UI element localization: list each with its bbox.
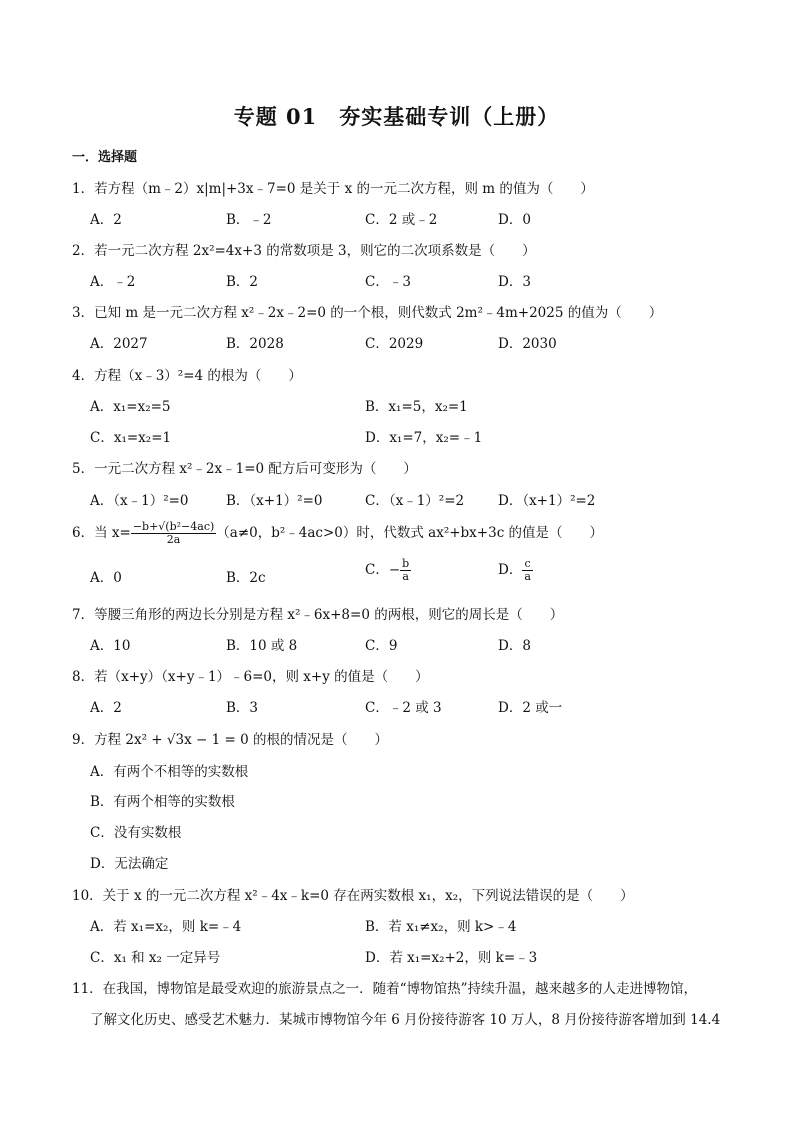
question-5-option-c: C．（x﹣1）²=2: [365, 493, 465, 509]
question-1-option-d: D．0: [498, 212, 531, 228]
question-6-fraction-denominator: 2a: [166, 533, 181, 546]
question-9-stem: 9．方程 2x² + √3x − 1 = 0 的根的情况是（ ）: [72, 732, 388, 748]
question-11-line-2: 了解文化历史、感受艺术魅力．某城市博物馆今年 6 月份接待游客 10 万人，8 月份接待游客增加到 14.4: [90, 1012, 721, 1028]
question-6-option-d-fraction: [522, 558, 533, 583]
question-6-option-c: [365, 558, 411, 583]
question-2-stem: 2．若一元二次方程 2x²=4x+3 的常数项是 3，则它的二次项系数是（ ）: [72, 243, 536, 259]
question-3-option-a: A．2027: [90, 336, 148, 352]
question-6-fraction-numerator: −b+√(b²−4ac): [132, 520, 215, 533]
question-5-option-b: B．（x+1）²=0: [226, 493, 323, 509]
question-6-option-b: B．2c: [226, 570, 266, 586]
question-6-option-d-numerator: c: [522, 558, 533, 571]
question-6-stem-suffix: （a≠0，b²﹣4ac>0）时，代数式 ax²+bx+3c 的值是（ ）: [216, 525, 604, 541]
question-6-option-c-label: C．: [365, 562, 389, 578]
question-10-option-b: B．若 x₁≠x₂，则 k>﹣4: [365, 919, 517, 935]
question-3-option-b: B．2028: [226, 336, 284, 352]
question-3-stem: 3．已知 m 是一元二次方程 x²﹣2x﹣2=0 的一个根，则代数式 2m²﹣4m+2025 的值为（ ）: [72, 305, 663, 321]
question-4-option-c: C．x₁=x₂=1: [90, 430, 172, 446]
question-6-option-d-denominator: a: [524, 570, 531, 583]
question-4-option-d: D．x₁=7，x₂=﹣1: [365, 430, 483, 446]
question-7-option-d: D．8: [498, 638, 531, 654]
question-4-option-a: A．x₁=x₂=5: [90, 399, 171, 415]
question-2-option-c: C．﹣3: [365, 274, 411, 290]
question-5-option-d: D．（x+1）²=2: [498, 493, 596, 509]
question-7-stem: 7．等腰三角形的两边长分别是方程 x²﹣6x+8=0 的两根，则它的周长是（ ）: [72, 607, 564, 623]
question-1-stem: 1．若方程（m﹣2）x|m|+3x﹣7=0 是关于 x 的一元二次方程，则 m 的值为（ ）: [72, 181, 594, 197]
question-1-option-a: A．2: [90, 212, 122, 228]
page-title: 专题 01 夯实基础专训（上册）: [233, 104, 560, 129]
question-1-option-b: B．﹣2: [226, 212, 272, 228]
question-10-stem: 10．关于 x 的一元二次方程 x²﹣4x﹣k=0 存在两实数根 x₁，x₂，下列说法错误的是（ ）: [72, 888, 634, 904]
question-2-option-d: D．3: [498, 274, 531, 290]
question-6-option-c-fraction: [400, 558, 411, 583]
question-1-option-c: C．2 或﹣2: [365, 212, 438, 228]
question-6-fraction: [131, 521, 216, 546]
question-6-option-d-label: D．: [498, 562, 523, 578]
question-6-option-c-numerator: b: [402, 557, 410, 570]
question-7-option-c: C．9: [365, 638, 398, 654]
question-9-option-a: A．有两个不相等的实数根: [90, 764, 249, 780]
question-10-option-c: C．x₁ 和 x₂ 一定异号: [90, 950, 221, 966]
question-6-option-c-denominator: a: [402, 570, 409, 583]
question-2-option-b: B．2: [226, 274, 259, 290]
question-9-option-d: D．无法确定: [90, 856, 169, 872]
question-6-option-c-sign: −: [388, 562, 401, 578]
question-6-stem-prefix: 6．当 x=: [72, 525, 131, 541]
question-8-stem: 8．若（x+y）（x+y﹣1）﹣6=0，则 x+y 的值是（ ）: [72, 669, 429, 685]
question-8-option-b: B．3: [226, 700, 259, 716]
question-5-stem: 5．一元二次方程 x²﹣2x﹣1=0 配方后可变形为（ ）: [72, 461, 417, 477]
question-7-option-a: A．10: [90, 638, 131, 654]
question-8-option-a: A．2: [90, 700, 122, 716]
question-6-option-a: A．0: [90, 570, 122, 586]
question-8-option-c: C．﹣2 或 3: [365, 700, 442, 716]
question-8-option-d: D．2 或一: [498, 700, 563, 716]
question-10-option-a: A．若 x₁=x₂，则 k=﹣4: [90, 919, 242, 935]
question-11-line-1: 11．在我国，博物馆是最受欢迎的旅游景点之一．随着“博物馆热”持续升温，越来越多的人走进博物馆，: [72, 981, 697, 997]
question-5-option-a: A．（x﹣1）²=0: [90, 493, 189, 509]
question-4-option-b: B．x₁=5，x₂=1: [365, 399, 468, 415]
question-3-option-d: D．2030: [498, 336, 557, 352]
question-2-option-a: A．﹣2: [90, 274, 136, 290]
question-3-option-c: C．2029: [365, 336, 424, 352]
question-6-stem: [72, 521, 603, 546]
question-7-option-b: B．10 或 8: [226, 638, 298, 654]
section-heading: 一．选择题: [72, 150, 138, 165]
question-9-option-c: C．没有实数根: [90, 825, 182, 841]
question-10-option-d: D．若 x₁=x₂+2，则 k=﹣3: [365, 950, 538, 966]
question-6-option-d: [498, 558, 533, 583]
question-9-option-b: B．有两个相等的实数根: [90, 794, 235, 810]
question-4-stem: 4．方程（x﹣3）²=4 的根为（ ）: [72, 368, 302, 384]
